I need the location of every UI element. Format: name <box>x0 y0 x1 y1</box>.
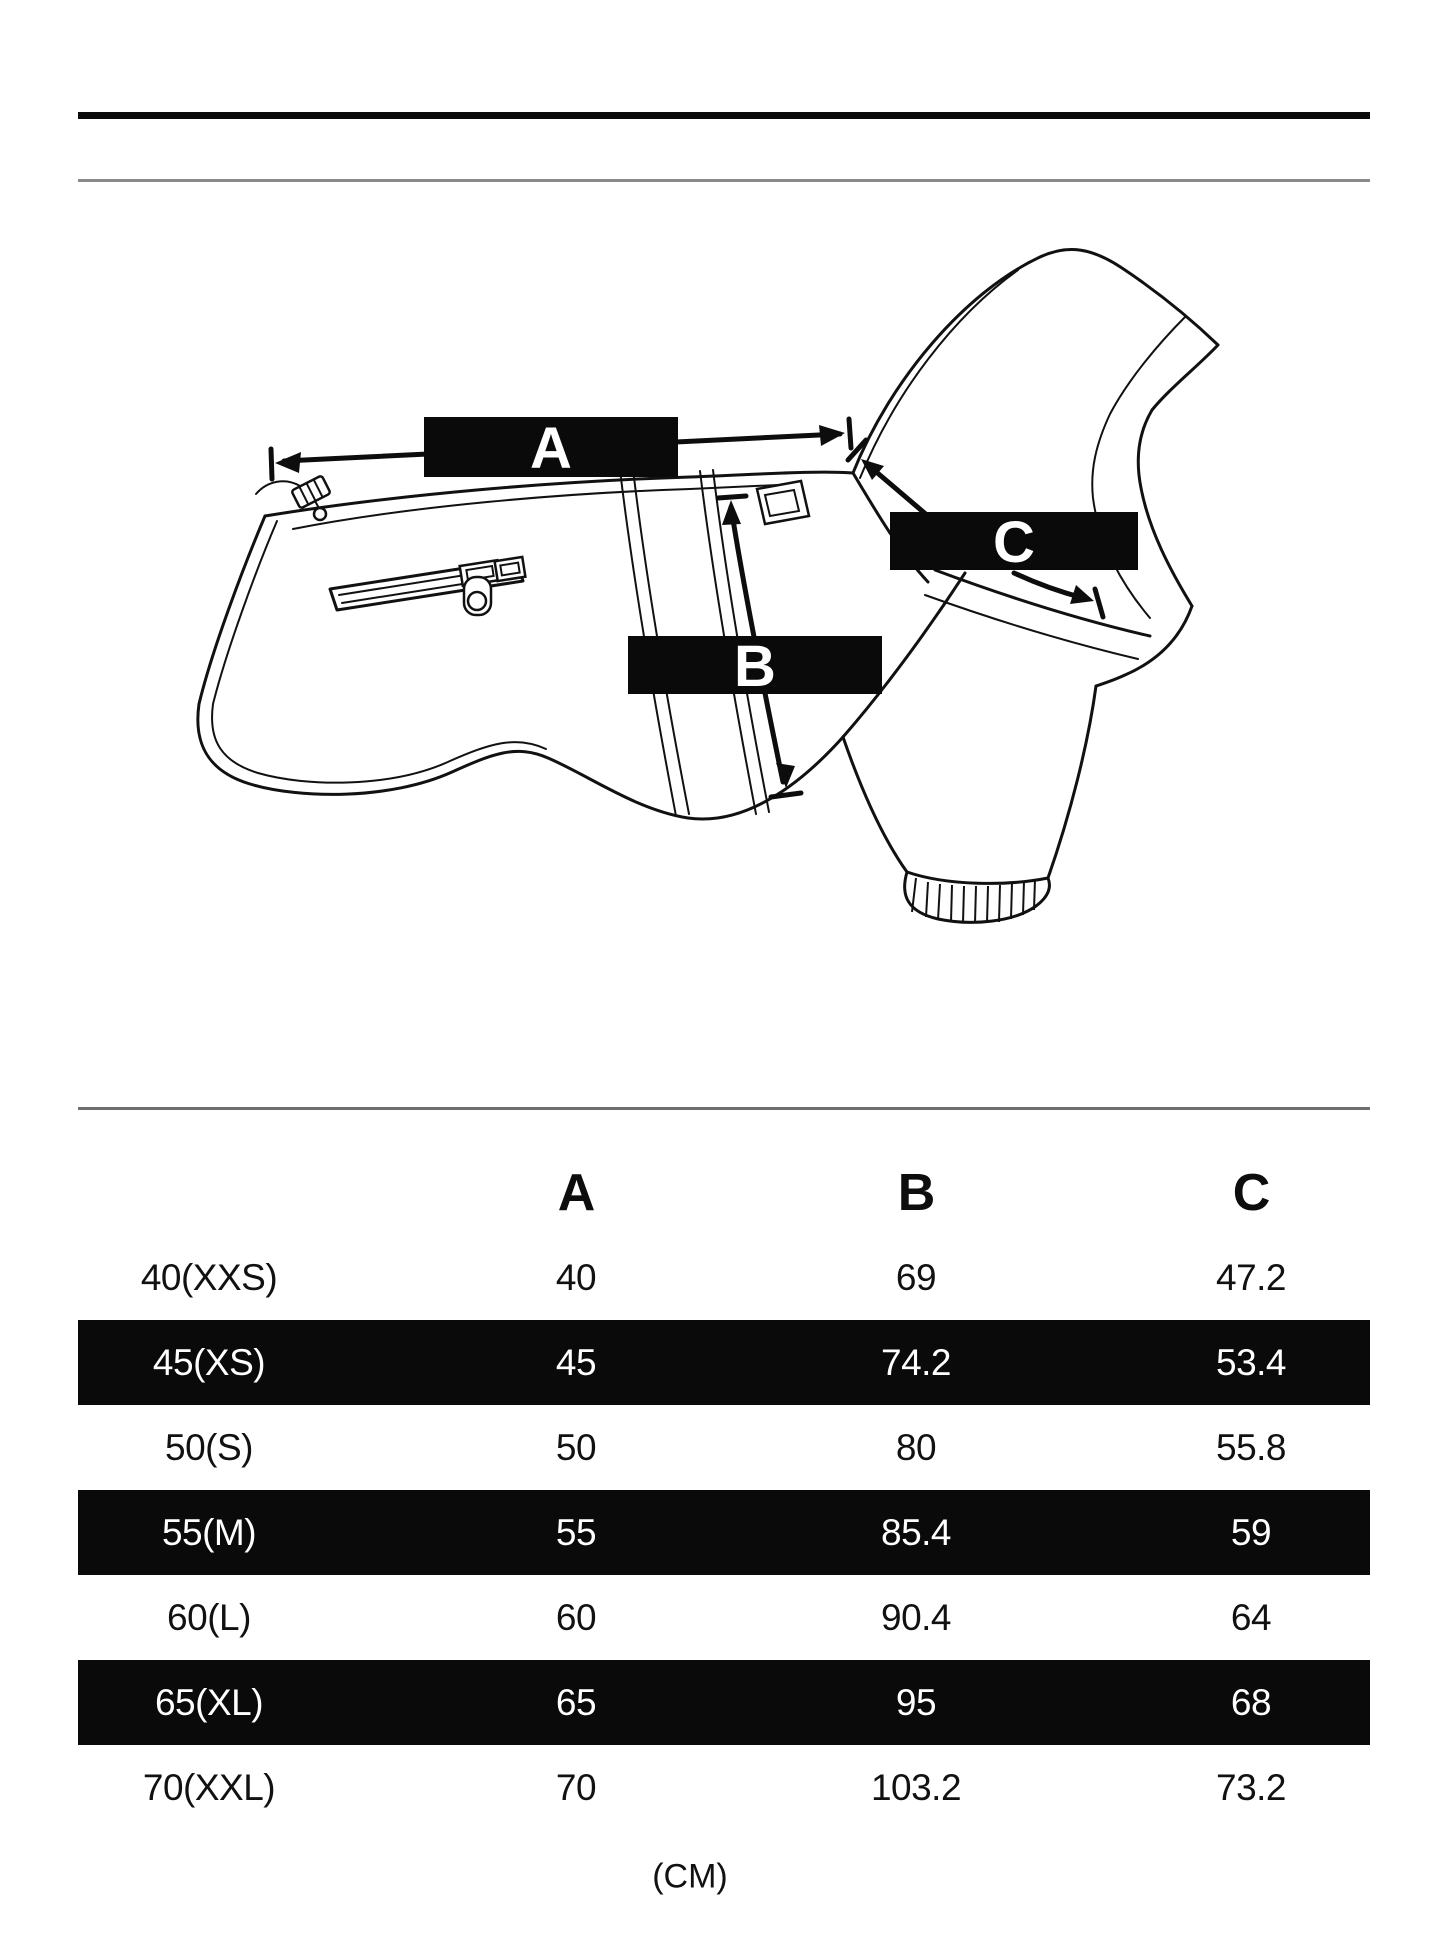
value-b-cell: 90.4 <box>880 1596 952 1638</box>
size-cell: 55(M) <box>161 1511 257 1553</box>
value-c-cell: 64 <box>1230 1596 1272 1638</box>
zipper-detail <box>330 557 525 615</box>
value-b-cell: 85.4 <box>880 1511 952 1553</box>
unit-note: (CM) <box>652 1857 728 1896</box>
value-b-cell: 74.2 <box>880 1341 952 1383</box>
size-cell: 70(XXL) <box>142 1766 276 1808</box>
table-row-60l <box>78 1575 1370 1660</box>
value-b-cell: 80 <box>895 1426 937 1468</box>
size-cell: 45(XS) <box>152 1341 266 1383</box>
value-b-cell: 103.2 <box>870 1766 962 1808</box>
value-b-cell: 95 <box>895 1681 937 1723</box>
value-a-cell: 65 <box>555 1681 597 1723</box>
header-col-b: B <box>897 1163 935 1222</box>
value-c-cell: 53.4 <box>1215 1341 1287 1383</box>
value-c-cell: 47.2 <box>1215 1256 1287 1298</box>
label-b-text: B <box>734 634 776 699</box>
size-table-header <box>78 1150 1370 1235</box>
value-a-cell: 70 <box>555 1766 597 1808</box>
table-row-55m <box>78 1490 1370 1575</box>
header-col-c: C <box>1232 1163 1270 1222</box>
value-a-cell: 45 <box>555 1341 597 1383</box>
value-a-cell: 50 <box>555 1426 597 1468</box>
dimension-a <box>271 416 851 481</box>
value-a-cell: 60 <box>555 1596 597 1638</box>
value-c-cell: 68 <box>1230 1681 1272 1723</box>
value-c-cell: 73.2 <box>1215 1766 1287 1808</box>
size-cell: 65(XL) <box>154 1681 264 1723</box>
table-row-45xs <box>78 1320 1370 1405</box>
table-row-65xl <box>78 1660 1370 1745</box>
table-row-70xxl <box>78 1745 1370 1830</box>
label-c-text: C <box>993 510 1035 575</box>
front-leg-sleeve <box>843 573 1096 923</box>
size-cell: 50(S) <box>165 1426 253 1468</box>
label-a-text: A <box>530 416 572 481</box>
table-row-40xxs <box>78 1235 1370 1320</box>
leash-clip-detail <box>256 475 331 520</box>
value-c-cell: 59 <box>1230 1511 1272 1553</box>
value-c-cell: 55.8 <box>1215 1426 1287 1468</box>
dimension-b <box>628 496 882 797</box>
value-a-cell: 40 <box>555 1256 597 1298</box>
size-cell: 60(L) <box>167 1596 251 1638</box>
size-cell: 40(XXS) <box>140 1256 278 1298</box>
header-col-a: A <box>557 1163 595 1222</box>
collar-tab <box>757 481 809 524</box>
value-a-cell: 55 <box>555 1511 597 1553</box>
table-top-rule <box>78 1107 1370 1110</box>
table-row-50s <box>78 1405 1370 1490</box>
value-b-cell: 69 <box>895 1256 937 1298</box>
